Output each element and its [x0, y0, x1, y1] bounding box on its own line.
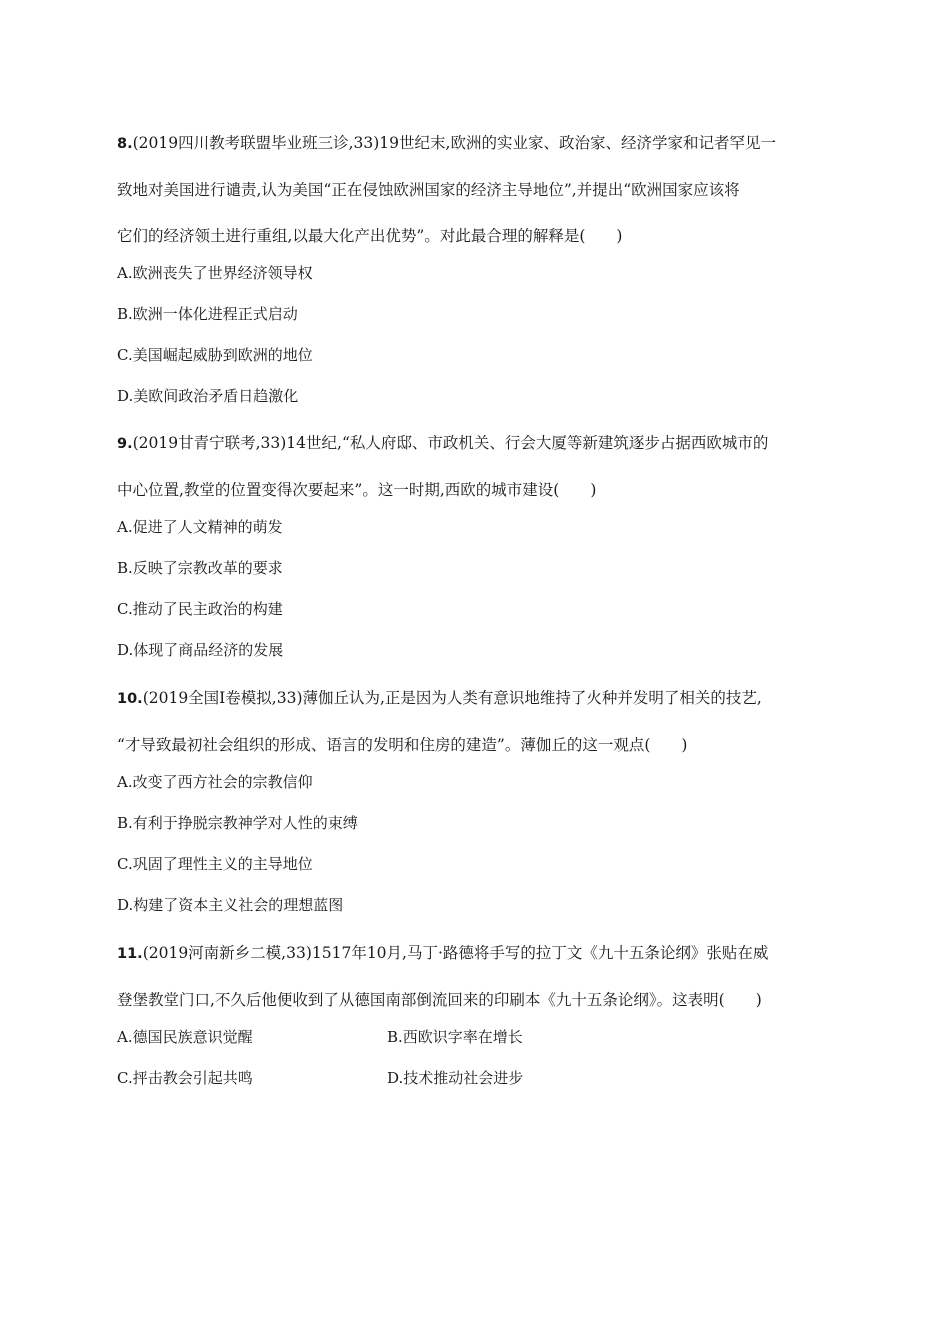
option-c: C.巩固了理性主义的主导地位 — [117, 855, 313, 873]
options-row — [117, 1027, 833, 1068]
question-number: 9. — [117, 436, 133, 452]
question-9 — [117, 420, 833, 681]
stem-line: 登堡教堂门口,不久后他便收到了从德国南部倒流回来的印刷本《九十五条论纲》。这表明( ) — [117, 991, 762, 1009]
question-10 — [117, 675, 833, 936]
question-stem — [117, 120, 833, 259]
question-number: 8. — [117, 136, 133, 152]
question-stem — [117, 420, 833, 513]
stem-line: (2019四川教考联盟毕业班三诊,33)19世纪末,欧洲的实业家、政治家、经济学家和记者罕见一 — [132, 134, 776, 152]
question-number: 10. — [117, 691, 143, 707]
option-c: C.抨击教会引起共鸣 — [117, 1069, 253, 1087]
option-d: D.构建了资本主义社会的理想蓝图 — [117, 896, 344, 914]
stem-line: (2019甘青宁联考,33)14世纪,“私人府邸、市政机关、行会大厦等新建筑逐步占据西欧城市的 — [132, 434, 769, 452]
question-number: 11. — [117, 946, 143, 962]
question-11 — [117, 930, 833, 1109]
stem-line: (2019全国Ⅰ卷模拟,33)薄伽丘认为,正是因为人类有意识地维持了火种并发明了相关的技艺, — [142, 689, 762, 707]
question-8 — [117, 120, 833, 427]
stem-line: (2019河南新乡二模,33)1517年10月,马丁·路德将手写的拉丁文《九十五条论纲》张贴在威 — [142, 944, 769, 962]
option-d: D.美欧间政治矛盾日趋激化 — [117, 387, 299, 405]
stem-line: 中心位置,教堂的位置变得次要起来”。这一时期,西欧的城市建设( ) — [117, 481, 597, 499]
option-b: B.反映了宗教改革的要求 — [117, 559, 283, 577]
option-a: A.改变了西方社会的宗教信仰 — [117, 773, 313, 791]
option-c: C.美国崛起威胁到欧洲的地位 — [117, 346, 313, 364]
option-d: D.技术推动社会进步 — [387, 1069, 524, 1087]
option-c: C.推动了民主政治的构建 — [117, 600, 283, 618]
option-b: B.欧洲一体化进程正式启动 — [117, 305, 298, 323]
option-a: A.欧洲丧失了世界经济领导权 — [117, 264, 313, 282]
option-b: B.西欧识字率在增长 — [387, 1028, 523, 1046]
options-row — [117, 1068, 833, 1109]
stem-line: “才导致最初社会组织的形成、语言的发明和住房的建造”。薄伽丘的这一观点( ) — [117, 736, 688, 754]
option-a: A.德国民族意识觉醒 — [117, 1028, 253, 1046]
question-stem — [117, 675, 833, 768]
stem-line: 致地对美国进行谴责,认为美国“正在侵蚀欧洲国家的经济主导地位”,并提出“欧洲国家应该将 — [117, 181, 740, 199]
option-a: A.促进了人文精神的萌发 — [117, 518, 283, 536]
option-d: D.体现了商品经济的发展 — [117, 641, 284, 659]
question-stem — [117, 930, 833, 1023]
option-b: B.有利于挣脱宗教神学对人性的束缚 — [117, 814, 358, 832]
stem-line: 它们的经济领土进行重组,以最大化产出优势”。对此最合理的解释是( ) — [117, 227, 623, 245]
